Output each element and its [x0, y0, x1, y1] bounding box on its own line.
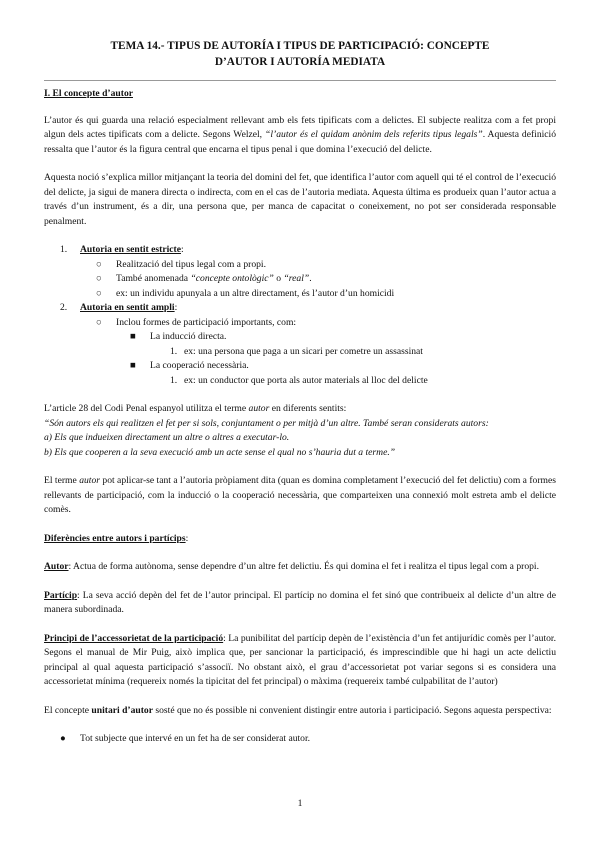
circle-bullet-icon: ○ [96, 258, 102, 270]
circle-bullet-icon: ○ [96, 316, 102, 328]
dot-bullet-icon: ● [60, 733, 66, 744]
autoria-list [44, 243, 556, 388]
text-run: : La seva acció depèn del fet de l’autor principal. El partícip no domina el fet sinó que contribueix al delicte d’un altre de manera subordinada. [44, 589, 556, 615]
list-item-text: Tot subjecte que intervé en un fet ha de ser considerat autor. [80, 733, 311, 744]
text-run: unitari d’autor [91, 704, 153, 716]
text-run: També anomenada [116, 273, 191, 284]
section-heading: I. El concepte d’autor [44, 88, 133, 99]
paragraph-accessorietat [44, 632, 556, 690]
quote-line: “Són autors els qui realitzen el fet per si sols, conjuntament o per mitjà d’un altre. També seran considerats autors: [44, 417, 489, 429]
quote-line: b) Els que cooperen a la seva execució amb un acte sense el qual no s’hauria dut a terme.” [44, 446, 396, 458]
text-run: autor [79, 475, 100, 486]
list-subsubitem [130, 359, 556, 374]
title-divider [44, 80, 556, 81]
list-number: 1. [60, 244, 68, 255]
paragraph-concepte-unitari [44, 704, 556, 719]
text-run: “real” [283, 273, 310, 284]
list-example-text: ex: una persona que paga a un sicari per cometre un assassinat [184, 345, 423, 357]
page-number: 1 [297, 798, 303, 809]
list-subitem [96, 316, 556, 331]
text-run: pot aplicar-se tant a l’autoria pròpiament dita (quan es domina completament l’execució del fet delictiu) com a formes rellevants de participació, com la inducció o la cooperació necessària, que comparteixen una connexió molt estreta amb el delicte comès. [44, 475, 556, 515]
text-run: : [180, 244, 184, 255]
list-subitem-text: Realització del tipus legal com a propi. [116, 258, 266, 270]
square-bullet-icon: ■ [130, 360, 136, 371]
list-subsubitem-text: La inducció directa. [150, 331, 227, 342]
text-run: “concepte ontològic” [190, 273, 274, 284]
list-number: 1. [170, 374, 178, 386]
list-subitem-text: ex: un individu apunyala a un altre directament, és l’autor d’un homicidi [116, 287, 395, 299]
text-run: : [174, 302, 178, 313]
list-number: 2. [60, 302, 68, 313]
article-28-intro [44, 402, 556, 417]
page-title: TEMA 14.- TIPUS DE AUTORÍA I TIPUS DE PARTICIPACIÓ: CONCEPTE D’AUTOR I AUTORÍA MEDIATA [110, 40, 490, 68]
text-run: L’article 28 del Codi Penal espanyol utilitza el terme [44, 403, 249, 414]
list-example [170, 345, 556, 360]
paragraph-autor [44, 560, 556, 575]
list-number: 1. [170, 345, 178, 357]
list-item [60, 243, 556, 258]
term-label: Autor [44, 561, 69, 572]
text-run: en diferents sentits: [269, 403, 347, 414]
list-subitem [96, 272, 556, 287]
list-subitem [96, 258, 556, 273]
paragraph-domini-del-fet: Aquesta noció s’explica millor mitjançant la teoria del domini del fet, que identifica l’autor com aquell qui té el control de l’execució del delicte, ja sigui de manera directa o indirecta, com en el cas de l’autoria mediata. Aquesta última es produeix quan l’autor actua a través d’un instrument, és a dir, una persona que, per manca de capacitat o coneixement, no pot ser considerada responsable penalment. [44, 172, 556, 227]
paragraph-terme-autor [44, 474, 556, 518]
list-example-text: ex: un conductor que porta als autor materials al lloc del delicte [184, 374, 428, 386]
text-run: El terme [44, 475, 80, 486]
circle-bullet-icon: ○ [96, 273, 102, 284]
term-label: Principi de l’accessorietat de la participació [44, 632, 224, 644]
list-subitem-text: Inclou formes de participació importants, com: [116, 316, 297, 328]
paragraph-author-definition [44, 114, 556, 158]
list-item-label: Autoria en sentit ampli [80, 302, 175, 313]
list-subsubitem-text: La cooperació necessària. [150, 360, 249, 371]
article-28-quote [44, 417, 556, 461]
paragraph-particip [44, 589, 556, 618]
list-item [60, 301, 556, 316]
list-subitem [96, 287, 556, 302]
text-run: L’autor és qui guarda una relació especialment rellevant amb els fets tipificats com a delictes. El subjecte realitza com a fet propi algun dels actes tipificats com a delicte. Segons Welzel, [44, 114, 556, 140]
text-run: : Actua de forma autònoma, sense dependre d’un altre fet delictiu. És qui domina el fet i realitza el tipus legal com a propi. [68, 561, 539, 572]
quote-line: a) Els que indueixen directament un altre o altres a executar-lo. [44, 432, 290, 443]
text-run: sosté que no és possible ni convenient distingir entre autoria i participació. Segons aquesta perspectiva: [153, 704, 552, 716]
term-label: Partícip [44, 589, 78, 601]
list-subsubitem [130, 330, 556, 345]
text-run: . Aquesta definició ressalta que l’autor és la figura central que encarna el tipus penal i que domina l’execució del delicte. [44, 129, 556, 155]
square-bullet-icon: ■ [130, 331, 136, 342]
text-run: autor [248, 403, 270, 414]
text-run: El concepte [44, 704, 92, 716]
text-run: . [309, 273, 312, 284]
circle-bullet-icon: ○ [96, 287, 102, 299]
text-run: : [185, 532, 189, 544]
list-example [170, 374, 556, 389]
list-item-label: Autoria en sentit estricte [80, 244, 181, 255]
subheading: Diferències entre autors i partícips [44, 532, 186, 544]
welzel-quote: “l’autor és el quidam anònim dels referits tipus legals” [265, 129, 483, 140]
text-run: : La punibilitat del partícip depèn de l’existència d’un fet antijurídic comès per l’autor. Segons el manual de Mir Puig, això implica que, per sancionar la participació, és imprescindible que hi hagi un acte delictiu principal al qual aquesta participació s’associï. No obstant això, el grau d’accessorietat pot variar segons si es considera una accessorietat mínima (requereix només la tipicitat del fet principal) o màxima (requereix també culpabilitat de l’autor) [44, 632, 557, 687]
text-run: o [273, 273, 284, 284]
list-item [60, 732, 556, 747]
differences-heading [44, 532, 556, 547]
